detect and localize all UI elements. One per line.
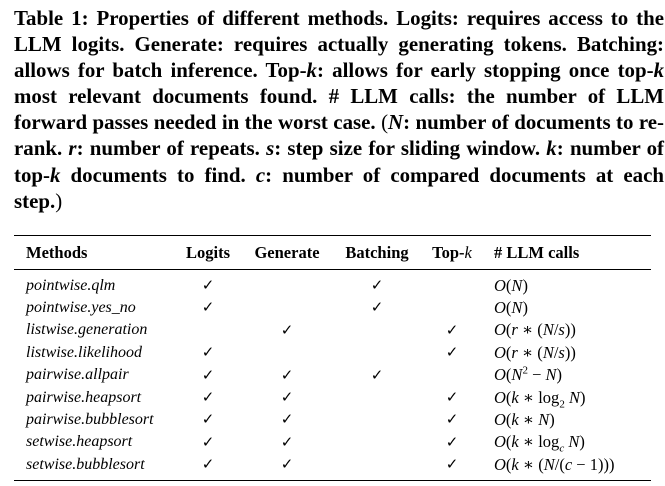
check-icon: ✓ [370,276,384,294]
header-llm-calls: # LLM calls [494,242,580,262]
table-body [14,270,651,481]
check-icon: ✓ [201,455,215,474]
llm-calls-value: O(N) [494,297,528,317]
batching-cell [332,431,422,453]
generate-cell [242,341,332,363]
method-name: pointwise.qlm [26,276,116,294]
logits-cell [174,270,242,297]
check-icon: ✓ [445,320,459,339]
check-icon: ✓ [280,455,294,474]
check-icon: ✓ [201,343,215,362]
generate-cell [242,453,332,480]
method-name: listwise.likelihood [26,343,142,361]
batching-cell [332,386,422,408]
method-name: listwise.generation [26,321,148,339]
llm-calls-value: O(k ∗ $\log_c N$) [494,432,585,455]
llm-calls-value: $O(N^2 - N)$ [494,364,563,385]
batching-cell [332,296,422,318]
table-row [14,341,651,363]
method-name: pointwise.yes_no [26,298,136,316]
header-topk: Top-k [432,242,472,262]
topk-cell [422,270,482,297]
method-name: pairwise.bubblesort [26,410,154,428]
method-name: pairwise.allpair [26,366,129,384]
batching-cell [332,453,422,480]
logits-cell [174,386,242,408]
check-icon: ✓ [201,365,215,384]
logits-cell [174,453,242,480]
generate-cell [242,364,332,386]
logits-cell [174,431,242,453]
table-row [14,431,651,453]
check-icon: ✓ [201,298,215,317]
llm-calls-value: O(k ∗ N) [494,409,555,429]
check-icon: ✓ [201,276,215,294]
llm-calls-value: O(N) [494,275,528,295]
table-row [14,296,651,318]
header-methods: Methods [26,242,88,262]
check-icon: ✓ [445,343,459,362]
batching-cell [332,408,422,430]
topk-cell [422,341,482,363]
generate-cell [242,319,332,341]
check-icon: ✓ [280,365,294,384]
check-icon: ✓ [445,410,459,429]
header-generate: Generate [254,242,320,262]
generate-cell [242,296,332,318]
check-icon: ✓ [370,298,384,317]
method-name: pairwise.heapsort [26,388,142,406]
check-icon: ✓ [201,388,215,407]
caption-label: Table 1: [14,6,89,30]
check-icon: ✓ [370,365,384,384]
check-icon: ✓ [280,320,294,339]
batching-cell [332,319,422,341]
topk-cell [422,408,482,430]
table-row [14,364,651,386]
llm-calls-value: O(r ∗ (N/s)) [494,342,576,362]
header-logits: Logits [185,242,230,262]
topk-cell [422,453,482,480]
batching-cell [332,364,422,386]
check-icon: ✓ [445,432,459,451]
batching-cell [332,270,422,297]
logits-cell [174,364,242,386]
check-icon: ✓ [445,455,459,474]
llm-calls-value: O(r ∗ (N/s)) [494,320,576,340]
properties-table [14,235,651,481]
table-row [14,270,651,297]
check-icon: ✓ [280,388,294,407]
table-row [14,453,651,480]
logits-cell [174,408,242,430]
check-icon: ✓ [201,432,215,451]
check-icon: ✓ [445,388,459,407]
logits-cell [174,296,242,318]
batching-cell [332,341,422,363]
topk-cell [422,364,482,386]
topk-cell [422,431,482,453]
llm-calls-value: O(k ∗ $\log_2 N$) [494,387,586,410]
check-icon: ✓ [280,432,294,451]
method-name: setwise.bubblesort [26,455,145,473]
topk-cell [422,386,482,408]
generate-cell [242,431,332,453]
llm-calls-value: O(k ∗ (N/(c − 1))) [494,454,615,474]
method-name: setwise.heapsort [26,433,133,451]
check-icon: ✓ [201,410,215,429]
topk-cell [422,319,482,341]
table-caption: Table 1: Properties of different methods. Logits: requires access to the LLM logits. Generate: requires actually generating tokens. Batching: allows for batch inference. Top-k: allows for early stopping once top-k most relevant documents found. # LLM calls: the number of LLM forward passes needed in the worst case. (N: number of documents to re-rank. r: number of repeats. s: step size for sliding window. k: number of top-k documents to find. c: number of compared documents at each step.) [14,6,665,213]
generate-cell [242,270,332,297]
logits-cell [174,319,242,341]
topk-cell [422,296,482,318]
header-batching: Batching [345,242,409,262]
table-row [14,386,651,408]
generate-cell [242,408,332,430]
header-row [14,236,651,270]
table-row [14,319,651,341]
generate-cell [242,386,332,408]
logits-cell [174,341,242,363]
table-row [14,408,651,430]
check-icon: ✓ [280,410,294,429]
